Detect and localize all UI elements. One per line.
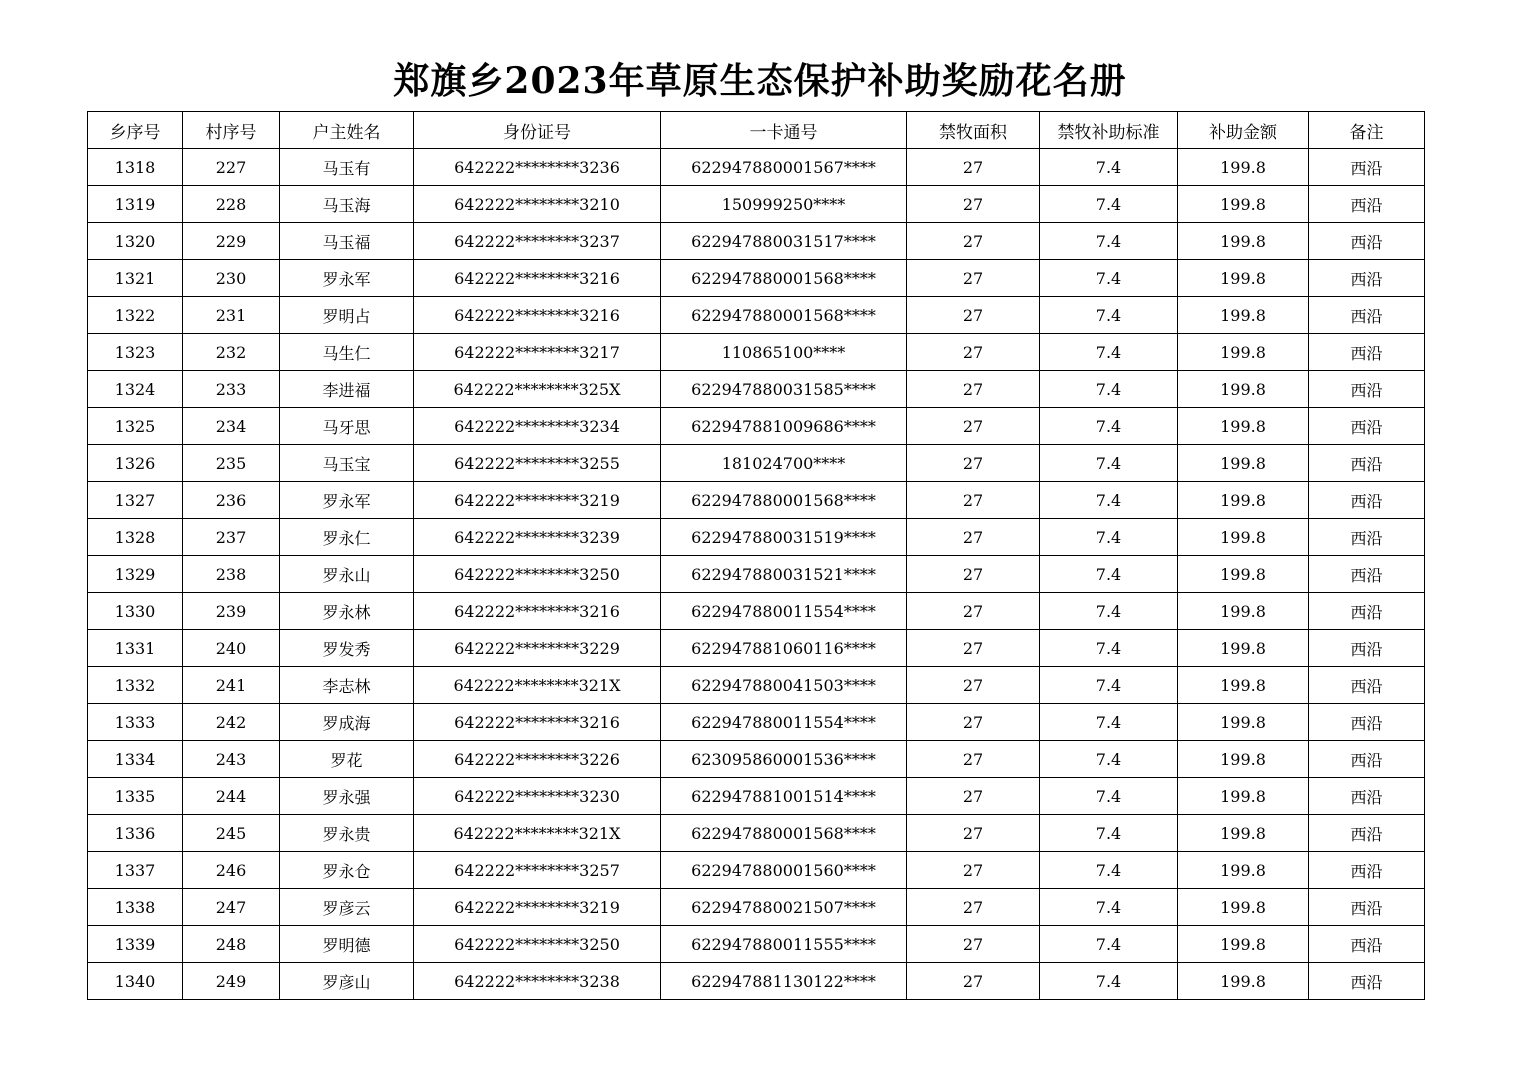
cell-householder-name: 马玉海 bbox=[280, 186, 414, 223]
cell-remarks: 西沿 bbox=[1309, 297, 1425, 334]
cell-card-number: 622947881060116**** bbox=[661, 630, 907, 667]
cell-township-seq: 1328 bbox=[88, 519, 183, 556]
cell-id-number: 642222********3239 bbox=[414, 519, 661, 556]
table-row bbox=[88, 630, 1425, 667]
cell-village-seq: 244 bbox=[183, 778, 280, 815]
cell-grazing-ban-area: 27 bbox=[907, 482, 1040, 519]
column-header-township-seq: 乡序号 bbox=[88, 112, 183, 149]
cell-township-seq: 1333 bbox=[88, 704, 183, 741]
cell-township-seq: 1334 bbox=[88, 741, 183, 778]
cell-remarks: 西沿 bbox=[1309, 704, 1425, 741]
cell-householder-name: 罗成海 bbox=[280, 704, 414, 741]
cell-id-number: 642222********3230 bbox=[414, 778, 661, 815]
cell-township-seq: 1335 bbox=[88, 778, 183, 815]
cell-township-seq: 1329 bbox=[88, 556, 183, 593]
cell-subsidy-amount: 199.8 bbox=[1178, 371, 1309, 408]
cell-subsidy-standard: 7.4 bbox=[1040, 741, 1178, 778]
cell-id-number: 642222********3229 bbox=[414, 630, 661, 667]
cell-householder-name: 马玉有 bbox=[280, 149, 414, 186]
table-row bbox=[88, 815, 1425, 852]
cell-subsidy-amount: 199.8 bbox=[1178, 889, 1309, 926]
column-header-id-number: 身份证号 bbox=[414, 112, 661, 149]
cell-card-number: 622947881009686**** bbox=[661, 408, 907, 445]
cell-township-seq: 1325 bbox=[88, 408, 183, 445]
cell-village-seq: 242 bbox=[183, 704, 280, 741]
cell-village-seq: 231 bbox=[183, 297, 280, 334]
cell-subsidy-standard: 7.4 bbox=[1040, 667, 1178, 704]
cell-subsidy-standard: 7.4 bbox=[1040, 445, 1178, 482]
table-row bbox=[88, 593, 1425, 630]
cell-township-seq: 1326 bbox=[88, 445, 183, 482]
cell-card-number: 622947880031519**** bbox=[661, 519, 907, 556]
cell-subsidy-standard: 7.4 bbox=[1040, 260, 1178, 297]
page-title: 郑旗乡2023年草原生态保护补助奖励花名册 bbox=[393, 60, 1127, 102]
cell-householder-name: 李志林 bbox=[280, 667, 414, 704]
cell-village-seq: 228 bbox=[183, 186, 280, 223]
cell-householder-name: 罗发秀 bbox=[280, 630, 414, 667]
cell-village-seq: 230 bbox=[183, 260, 280, 297]
cell-township-seq: 1330 bbox=[88, 593, 183, 630]
cell-grazing-ban-area: 27 bbox=[907, 815, 1040, 852]
cell-subsidy-amount: 199.8 bbox=[1178, 556, 1309, 593]
cell-householder-name: 罗明德 bbox=[280, 926, 414, 963]
cell-grazing-ban-area: 27 bbox=[907, 408, 1040, 445]
cell-subsidy-amount: 199.8 bbox=[1178, 519, 1309, 556]
cell-grazing-ban-area: 27 bbox=[907, 334, 1040, 371]
cell-township-seq: 1331 bbox=[88, 630, 183, 667]
cell-township-seq: 1323 bbox=[88, 334, 183, 371]
cell-householder-name: 罗永军 bbox=[280, 260, 414, 297]
cell-subsidy-standard: 7.4 bbox=[1040, 223, 1178, 260]
column-header-subsidy-standard: 禁牧补助标准 bbox=[1040, 112, 1178, 149]
cell-village-seq: 237 bbox=[183, 519, 280, 556]
cell-remarks: 西沿 bbox=[1309, 260, 1425, 297]
table-row bbox=[88, 445, 1425, 482]
cell-id-number: 642222********3210 bbox=[414, 186, 661, 223]
cell-subsidy-standard: 7.4 bbox=[1040, 408, 1178, 445]
cell-village-seq: 249 bbox=[183, 963, 280, 1000]
cell-remarks: 西沿 bbox=[1309, 593, 1425, 630]
cell-id-number: 642222********321X bbox=[414, 667, 661, 704]
cell-subsidy-standard: 7.4 bbox=[1040, 815, 1178, 852]
cell-grazing-ban-area: 27 bbox=[907, 223, 1040, 260]
table-row bbox=[88, 149, 1425, 186]
cell-card-number: 110865100**** bbox=[661, 334, 907, 371]
column-header-village-seq: 村序号 bbox=[183, 112, 280, 149]
table-row bbox=[88, 519, 1425, 556]
cell-remarks: 西沿 bbox=[1309, 926, 1425, 963]
cell-remarks: 西沿 bbox=[1309, 149, 1425, 186]
cell-township-seq: 1337 bbox=[88, 852, 183, 889]
cell-grazing-ban-area: 27 bbox=[907, 371, 1040, 408]
cell-card-number: 622947880011554**** bbox=[661, 593, 907, 630]
cell-village-seq: 247 bbox=[183, 889, 280, 926]
cell-grazing-ban-area: 27 bbox=[907, 630, 1040, 667]
cell-subsidy-amount: 199.8 bbox=[1178, 334, 1309, 371]
cell-id-number: 642222********3250 bbox=[414, 556, 661, 593]
cell-township-seq: 1340 bbox=[88, 963, 183, 1000]
cell-township-seq: 1327 bbox=[88, 482, 183, 519]
cell-village-seq: 235 bbox=[183, 445, 280, 482]
cell-grazing-ban-area: 27 bbox=[907, 297, 1040, 334]
cell-remarks: 西沿 bbox=[1309, 334, 1425, 371]
cell-subsidy-amount: 199.8 bbox=[1178, 593, 1309, 630]
cell-householder-name: 罗彦山 bbox=[280, 963, 414, 1000]
cell-id-number: 642222********3216 bbox=[414, 260, 661, 297]
cell-remarks: 西沿 bbox=[1309, 889, 1425, 926]
cell-subsidy-amount: 199.8 bbox=[1178, 667, 1309, 704]
cell-township-seq: 1338 bbox=[88, 889, 183, 926]
cell-village-seq: 240 bbox=[183, 630, 280, 667]
table-row bbox=[88, 926, 1425, 963]
column-header-card-number: 一卡通号 bbox=[661, 112, 907, 149]
cell-id-number: 642222********3255 bbox=[414, 445, 661, 482]
cell-village-seq: 233 bbox=[183, 371, 280, 408]
cell-householder-name: 马玉福 bbox=[280, 223, 414, 260]
cell-subsidy-standard: 7.4 bbox=[1040, 963, 1178, 1000]
table-row bbox=[88, 556, 1425, 593]
cell-card-number: 622947880041503**** bbox=[661, 667, 907, 704]
table-row bbox=[88, 741, 1425, 778]
cell-householder-name: 罗永贵 bbox=[280, 815, 414, 852]
cell-remarks: 西沿 bbox=[1309, 667, 1425, 704]
cell-householder-name: 罗永山 bbox=[280, 556, 414, 593]
cell-remarks: 西沿 bbox=[1309, 963, 1425, 1000]
table-row bbox=[88, 963, 1425, 1000]
cell-subsidy-standard: 7.4 bbox=[1040, 926, 1178, 963]
cell-id-number: 642222********3219 bbox=[414, 482, 661, 519]
table-row bbox=[88, 260, 1425, 297]
cell-card-number: 622947881001514**** bbox=[661, 778, 907, 815]
cell-householder-name: 马玉宝 bbox=[280, 445, 414, 482]
cell-card-number: 622947880001568**** bbox=[661, 297, 907, 334]
table-row bbox=[88, 778, 1425, 815]
table-row bbox=[88, 371, 1425, 408]
cell-township-seq: 1318 bbox=[88, 149, 183, 186]
cell-card-number: 623095860001536**** bbox=[661, 741, 907, 778]
cell-remarks: 西沿 bbox=[1309, 371, 1425, 408]
cell-card-number: 622947881130122**** bbox=[661, 963, 907, 1000]
cell-id-number: 642222********3237 bbox=[414, 223, 661, 260]
cell-grazing-ban-area: 27 bbox=[907, 556, 1040, 593]
cell-card-number: 622947880001567**** bbox=[661, 149, 907, 186]
cell-township-seq: 1322 bbox=[88, 297, 183, 334]
cell-id-number: 642222********3257 bbox=[414, 852, 661, 889]
cell-grazing-ban-area: 27 bbox=[907, 963, 1040, 1000]
cell-subsidy-amount: 199.8 bbox=[1178, 704, 1309, 741]
cell-subsidy-standard: 7.4 bbox=[1040, 519, 1178, 556]
cell-id-number: 642222********3216 bbox=[414, 593, 661, 630]
cell-subsidy-standard: 7.4 bbox=[1040, 704, 1178, 741]
cell-householder-name: 罗永仁 bbox=[280, 519, 414, 556]
cell-village-seq: 236 bbox=[183, 482, 280, 519]
cell-subsidy-standard: 7.4 bbox=[1040, 186, 1178, 223]
cell-subsidy-standard: 7.4 bbox=[1040, 889, 1178, 926]
cell-grazing-ban-area: 27 bbox=[907, 149, 1040, 186]
cell-grazing-ban-area: 27 bbox=[907, 667, 1040, 704]
cell-subsidy-amount: 199.8 bbox=[1178, 815, 1309, 852]
cell-householder-name: 罗彦云 bbox=[280, 889, 414, 926]
cell-village-seq: 227 bbox=[183, 149, 280, 186]
column-header-householder-name: 户主姓名 bbox=[280, 112, 414, 149]
cell-householder-name: 罗明占 bbox=[280, 297, 414, 334]
cell-id-number: 642222********3238 bbox=[414, 963, 661, 1000]
cell-village-seq: 232 bbox=[183, 334, 280, 371]
cell-card-number: 622947880031585**** bbox=[661, 371, 907, 408]
table-row bbox=[88, 482, 1425, 519]
cell-subsidy-amount: 199.8 bbox=[1178, 260, 1309, 297]
cell-village-seq: 246 bbox=[183, 852, 280, 889]
cell-subsidy-amount: 199.8 bbox=[1178, 482, 1309, 519]
cell-village-seq: 239 bbox=[183, 593, 280, 630]
cell-remarks: 西沿 bbox=[1309, 445, 1425, 482]
cell-subsidy-amount: 199.8 bbox=[1178, 630, 1309, 667]
cell-remarks: 西沿 bbox=[1309, 741, 1425, 778]
cell-remarks: 西沿 bbox=[1309, 852, 1425, 889]
cell-householder-name: 马牙思 bbox=[280, 408, 414, 445]
table-row bbox=[88, 334, 1425, 371]
table-body bbox=[88, 149, 1425, 1000]
cell-id-number: 642222********3217 bbox=[414, 334, 661, 371]
cell-remarks: 西沿 bbox=[1309, 815, 1425, 852]
cell-id-number: 642222********3234 bbox=[414, 408, 661, 445]
cell-householder-name: 罗永强 bbox=[280, 778, 414, 815]
cell-subsidy-standard: 7.4 bbox=[1040, 149, 1178, 186]
table-row bbox=[88, 186, 1425, 223]
cell-id-number: 642222********325X bbox=[414, 371, 661, 408]
cell-township-seq: 1321 bbox=[88, 260, 183, 297]
cell-grazing-ban-area: 27 bbox=[907, 889, 1040, 926]
cell-village-seq: 234 bbox=[183, 408, 280, 445]
cell-remarks: 西沿 bbox=[1309, 778, 1425, 815]
cell-subsidy-standard: 7.4 bbox=[1040, 334, 1178, 371]
cell-township-seq: 1320 bbox=[88, 223, 183, 260]
cell-grazing-ban-area: 27 bbox=[907, 926, 1040, 963]
cell-householder-name: 马生仁 bbox=[280, 334, 414, 371]
cell-remarks: 西沿 bbox=[1309, 630, 1425, 667]
cell-township-seq: 1336 bbox=[88, 815, 183, 852]
header-row bbox=[88, 112, 1425, 149]
cell-grazing-ban-area: 27 bbox=[907, 445, 1040, 482]
cell-id-number: 642222********3236 bbox=[414, 149, 661, 186]
cell-card-number: 150999250**** bbox=[661, 186, 907, 223]
cell-grazing-ban-area: 27 bbox=[907, 704, 1040, 741]
cell-village-seq: 243 bbox=[183, 741, 280, 778]
table-row bbox=[88, 704, 1425, 741]
column-header-remarks: 备注 bbox=[1309, 112, 1425, 149]
cell-remarks: 西沿 bbox=[1309, 186, 1425, 223]
cell-remarks: 西沿 bbox=[1309, 482, 1425, 519]
cell-village-seq: 229 bbox=[183, 223, 280, 260]
cell-card-number: 622947880001568**** bbox=[661, 482, 907, 519]
cell-card-number: 622947880001568**** bbox=[661, 815, 907, 852]
subsidy-roster-table bbox=[87, 111, 1425, 1000]
cell-subsidy-standard: 7.4 bbox=[1040, 371, 1178, 408]
cell-remarks: 西沿 bbox=[1309, 519, 1425, 556]
cell-subsidy-amount: 199.8 bbox=[1178, 926, 1309, 963]
cell-grazing-ban-area: 27 bbox=[907, 519, 1040, 556]
cell-card-number: 622947880031521**** bbox=[661, 556, 907, 593]
cell-householder-name: 罗永仓 bbox=[280, 852, 414, 889]
cell-householder-name: 李进福 bbox=[280, 371, 414, 408]
cell-subsidy-amount: 199.8 bbox=[1178, 223, 1309, 260]
cell-subsidy-amount: 199.8 bbox=[1178, 297, 1309, 334]
cell-card-number: 622947880001560**** bbox=[661, 852, 907, 889]
cell-subsidy-standard: 7.4 bbox=[1040, 852, 1178, 889]
cell-remarks: 西沿 bbox=[1309, 556, 1425, 593]
cell-id-number: 642222********3216 bbox=[414, 704, 661, 741]
cell-subsidy-standard: 7.4 bbox=[1040, 556, 1178, 593]
cell-id-number: 642222********3250 bbox=[414, 926, 661, 963]
cell-subsidy-standard: 7.4 bbox=[1040, 482, 1178, 519]
cell-subsidy-amount: 199.8 bbox=[1178, 852, 1309, 889]
cell-card-number: 181024700**** bbox=[661, 445, 907, 482]
cell-id-number: 642222********321X bbox=[414, 815, 661, 852]
cell-grazing-ban-area: 27 bbox=[907, 778, 1040, 815]
cell-subsidy-standard: 7.4 bbox=[1040, 297, 1178, 334]
cell-grazing-ban-area: 27 bbox=[907, 741, 1040, 778]
cell-remarks: 西沿 bbox=[1309, 223, 1425, 260]
cell-grazing-ban-area: 27 bbox=[907, 186, 1040, 223]
cell-township-seq: 1319 bbox=[88, 186, 183, 223]
cell-grazing-ban-area: 27 bbox=[907, 593, 1040, 630]
cell-grazing-ban-area: 27 bbox=[907, 852, 1040, 889]
cell-subsidy-amount: 199.8 bbox=[1178, 186, 1309, 223]
cell-subsidy-amount: 199.8 bbox=[1178, 741, 1309, 778]
cell-village-seq: 248 bbox=[183, 926, 280, 963]
cell-householder-name: 罗花 bbox=[280, 741, 414, 778]
cell-subsidy-standard: 7.4 bbox=[1040, 593, 1178, 630]
cell-township-seq: 1324 bbox=[88, 371, 183, 408]
cell-id-number: 642222********3219 bbox=[414, 889, 661, 926]
cell-id-number: 642222********3216 bbox=[414, 297, 661, 334]
cell-subsidy-amount: 199.8 bbox=[1178, 778, 1309, 815]
table-row bbox=[88, 852, 1425, 889]
table-row bbox=[88, 408, 1425, 445]
cell-id-number: 642222********3226 bbox=[414, 741, 661, 778]
table-row bbox=[88, 667, 1425, 704]
cell-subsidy-amount: 199.8 bbox=[1178, 408, 1309, 445]
cell-village-seq: 245 bbox=[183, 815, 280, 852]
table-row bbox=[88, 889, 1425, 926]
cell-card-number: 622947880011554**** bbox=[661, 704, 907, 741]
cell-card-number: 622947880021507**** bbox=[661, 889, 907, 926]
cell-card-number: 622947880031517**** bbox=[661, 223, 907, 260]
cell-grazing-ban-area: 27 bbox=[907, 260, 1040, 297]
cell-subsidy-amount: 199.8 bbox=[1178, 445, 1309, 482]
cell-village-seq: 238 bbox=[183, 556, 280, 593]
column-header-subsidy-amount: 补助金额 bbox=[1178, 112, 1309, 149]
cell-subsidy-amount: 199.8 bbox=[1178, 963, 1309, 1000]
cell-village-seq: 241 bbox=[183, 667, 280, 704]
cell-township-seq: 1339 bbox=[88, 926, 183, 963]
table-row bbox=[88, 223, 1425, 260]
cell-householder-name: 罗永林 bbox=[280, 593, 414, 630]
cell-remarks: 西沿 bbox=[1309, 408, 1425, 445]
cell-householder-name: 罗永军 bbox=[280, 482, 414, 519]
cell-subsidy-amount: 199.8 bbox=[1178, 149, 1309, 186]
cell-card-number: 622947880011555**** bbox=[661, 926, 907, 963]
cell-subsidy-standard: 7.4 bbox=[1040, 778, 1178, 815]
cell-card-number: 622947880001568**** bbox=[661, 260, 907, 297]
column-header-grazing-ban-area: 禁牧面积 bbox=[907, 112, 1040, 149]
cell-township-seq: 1332 bbox=[88, 667, 183, 704]
table-row bbox=[88, 297, 1425, 334]
cell-subsidy-standard: 7.4 bbox=[1040, 630, 1178, 667]
